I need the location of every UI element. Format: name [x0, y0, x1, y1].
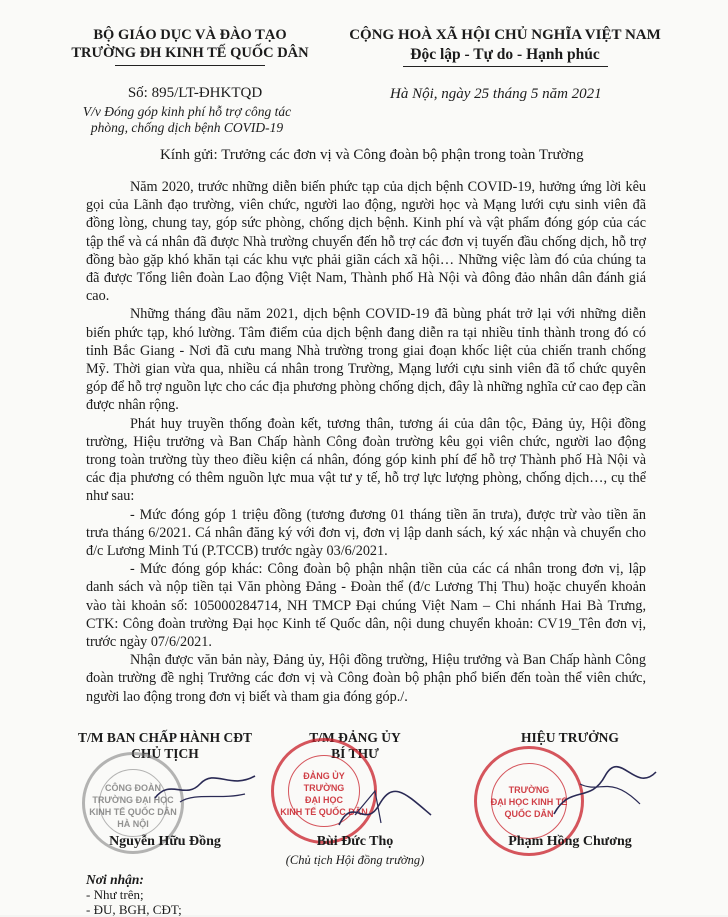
party-stamp-text-1: ĐẢNG ỦY [303, 771, 345, 781]
header-rule-left [115, 65, 265, 66]
paragraph-5: - Mức đóng góp khác: Công đoàn bộ phận nhận tiền của các cá nhân trong đơn vị, lập danh sách và nộp tiền tại Văn phòng Đảng - Đoàn thể (đ/c Lương Thị Thu) hoặc chuyển khoản vào tài khoản số: 105000284714, NH TMCP Đại chúng Việt Nam – Chi nhánh Hai Bà Trưng, CTK: Công đoàn trường Đại học Kinh tế Quốc dân, nội dung chuyển khoản: CV19_Tên đơn vị, trước ngày 07/6/2021. [86, 561, 646, 651]
party-signer-title: T/M ĐẢNG ỦY [309, 730, 401, 745]
paragraph-6: Nhận được văn bản này, Đảng ủy, Hội đồng trường, Hiệu trưởng và Ban Chấp hành Công đoàn trường đề nghị Trưởng các đơn vị và Công đoàn bộ phận phổ biến đến toàn thể viên chức, người lao động trong đơn vị biết và tham gia đóng góp./. [86, 652, 646, 705]
national-motto: Độc lập - Tự do - Hạnh phúc [410, 46, 600, 63]
header-rule-right [403, 66, 608, 67]
recipients-line-2: - ĐU, BGH, CĐT; [86, 902, 182, 917]
party-stamp-text-4: KINH TẾ QUỐC DÂN [280, 807, 368, 817]
document-subject [52, 104, 322, 136]
university-name: TRƯỜNG ĐH KINH TẾ QUỐC DÂN [71, 45, 309, 61]
rector-signature-icon [550, 764, 660, 824]
paragraph-3: Phát huy truyền thống đoàn kết, tương thân, tương ái của dân tộc, Đảng ủy, Hội đồng trường, Hiệu trưởng và Ban Chấp hành Công đoàn trường kêu gọi viên chức, người lao động trong toàn trường tùy theo điều kiện cá nhân, đóng góp kinh phí để hỗ trợ Thành phố Hà Nội và các địa phương có thêm nguồn lực mua vật tư y tế, hỗ trợ lực lượng phòng, chống dịch…, cụ thể như sau: [86, 415, 646, 505]
union-signature-icon [150, 770, 260, 810]
rector-stamp-text-1: TRƯỜNG [508, 785, 550, 795]
rector-signer-name: Phạm Hồng Chương [508, 834, 632, 849]
party-signer-role: BÍ THƯ [331, 746, 379, 761]
union-stamp-text-2: TRƯỜNG ĐẠI HỌC [92, 795, 174, 805]
paragraph-4: - Mức đóng góp 1 triệu đồng (tương đương 01 tháng tiền ăn trưa), được trừ vào tiền ăn trưa tháng 6/2021. Cá nhân đăng ký với đơn vị, đơn vị lập danh sách, ký xác nhận và chuyển cho đ/c Lương Minh Tú (P.TCCB) trước ngày 03/6/2021. [86, 506, 646, 560]
party-signer-name: Bùi Đức Thọ [316, 834, 394, 849]
union-stamp-text-4: HÀ NỘI [117, 819, 149, 829]
recipients-title: Nơi nhận: [86, 872, 144, 887]
union-signer-name: Nguyễn Hữu Đồng [109, 834, 221, 849]
rector-stamp-text-3: QUỐC DÂN [504, 809, 554, 819]
national-header [335, 26, 675, 67]
document-body [86, 178, 646, 706]
recipients-list [86, 872, 182, 917]
party-stamp-text-2: TRƯỜNG [303, 783, 345, 793]
recipients-line-1: - Như trên; [86, 887, 144, 902]
issuer-header [60, 26, 320, 66]
union-signature-block [60, 730, 270, 849]
place-date: Hà Nội, ngày 25 tháng 5 năm 2021 [390, 86, 602, 102]
party-signature-icon [335, 785, 435, 835]
party-signature-block [265, 730, 445, 867]
subject-line-2: phòng, chống dịch bệnh COVID-19 [90, 120, 284, 135]
ministry-name: BỘ GIÁO DỤC VÀ ĐÀO TẠO [93, 27, 287, 43]
rector-signer-title: HIỆU TRƯỞNG [521, 730, 619, 745]
party-signer-note: (Chủ tịch Hội đồng trường) [285, 853, 425, 867]
paragraph-2: Những tháng đầu năm 2021, dịch bệnh COVID-19 đã bùng phát trở lại với những diễn biến phức tạp, khó lường. Tâm điểm của dịch bệnh đang diễn ra tại nhiều tỉnh thành trong đó có tỉnh Bắc Giang - Nơi đã cưu mang Nhà trường trong giai đoạn khốc liệt của chiến tranh chống Mỹ. Thời gian vừa qua, nhiều cá nhân trong Trường, Mạng lưới cựu sinh viên đã tổ chức quyên góp để hỗ trợ nguồn lực cho các địa phương phòng chống dịch, đây là những nghĩa cử cao đẹp cần được nhân rộng. [86, 306, 646, 414]
document-number: Số: 895/LT-ĐHKTQD [127, 85, 263, 101]
union-stamp-text-3: KINH TẾ QUỐC DÂN [89, 807, 177, 817]
recipient-line: Kính gửi: Trưởng các đơn vị và Công đoàn bộ phận trong toàn Trường [160, 147, 584, 163]
subject-line-1: V/v Đóng góp kinh phí hỗ trợ công tác [82, 104, 292, 119]
rector-signature-block [470, 730, 670, 849]
union-signer-title: T/M BAN CHẤP HÀNH CĐT [77, 730, 252, 745]
paragraph-1: Năm 2020, trước những diễn biến phức tạp của dịch bệnh COVID-19, hưởng ứng lời kêu gọi của Lãnh đạo trường, viên chức, người lao động, người học và Mạng lưới cựu sinh viên đã đồng lòng, chung tay, góp sức phòng, chống dịch bệnh. Kinh phí và vật phẩm đóng góp của các tập thể và cá nhân đã được Nhà trường chuyển đến hỗ trợ các đơn vị tuyến đầu chống dịch, hỗ trợ đồng bào gặp khó khăn tại các khu vực phải giãn cách xã hội… Những việc làm đó của chúng ta đã được Tổng liên đoàn Lao động Việt Nam, Thành phố Hà Nội và đông đảo nhân dân đánh giá cao. [86, 179, 646, 305]
rector-stamp-text-2: ĐẠI HỌC KINH TẾ [490, 797, 568, 807]
union-stamp-text-1: CÔNG ĐOÀN [105, 783, 161, 793]
union-signer-role: CHỦ TỊCH [131, 746, 199, 761]
party-stamp-text-3: ĐẠI HỌC [305, 795, 343, 805]
country-name: CỘNG HOÀ XÃ HỘI CHỦ NGHĨA VIỆT NAM [349, 27, 661, 43]
